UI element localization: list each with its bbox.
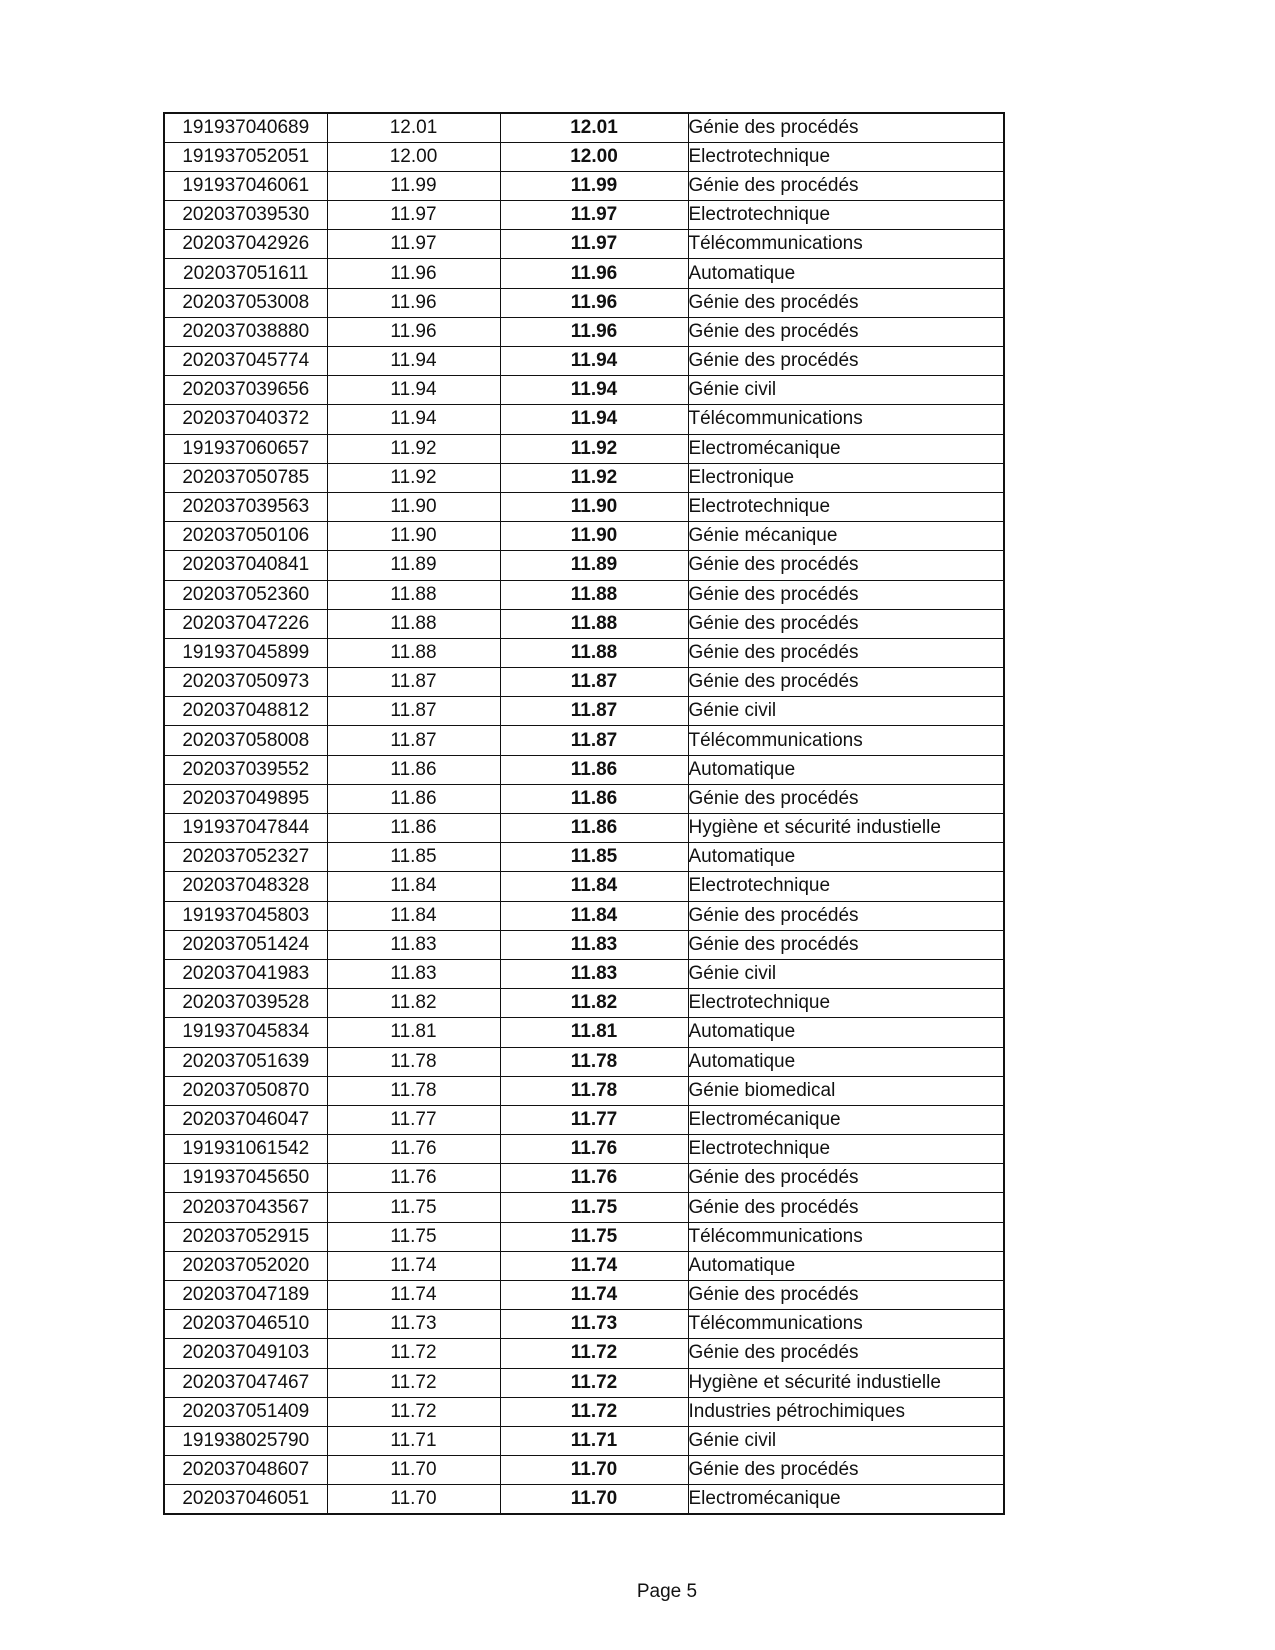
cell-student-id: 202037047226: [164, 609, 327, 638]
page-number: Page 5: [636, 1581, 698, 1602]
cell-student-id: 202037058008: [164, 726, 327, 755]
cell-average: 11.86: [327, 784, 500, 813]
cell-speciality: Génie des procédés: [688, 347, 1004, 376]
table-row: [164, 1135, 1004, 1164]
table-row: [164, 959, 1004, 988]
cell-speciality: Génie des procédés: [688, 1339, 1004, 1368]
cell-average: 11.76: [327, 1135, 500, 1164]
cell-student-id: 202037051611: [164, 259, 327, 288]
cell-speciality: Génie des procédés: [688, 668, 1004, 697]
cell-student-id: 202037052327: [164, 843, 327, 872]
cell-average: 11.75: [327, 1193, 500, 1222]
cell-speciality: Génie des procédés: [688, 1281, 1004, 1310]
cell-average-bold: 11.94: [500, 347, 688, 376]
cell-speciality: Automatique: [688, 259, 1004, 288]
cell-average-bold: 11.92: [500, 434, 688, 463]
cell-average: 11.88: [327, 609, 500, 638]
cell-speciality: Automatique: [688, 1018, 1004, 1047]
cell-average: 11.92: [327, 434, 500, 463]
cell-speciality: Génie mécanique: [688, 522, 1004, 551]
table-row: [164, 1310, 1004, 1339]
cell-student-id: 191937045834: [164, 1018, 327, 1047]
table-row: [164, 463, 1004, 492]
cell-speciality: Hygiène et sécurité industielle: [688, 1368, 1004, 1397]
cell-speciality: Génie des procédés: [688, 901, 1004, 930]
cell-average-bold: 11.82: [500, 989, 688, 1018]
table-row: [164, 1076, 1004, 1105]
cell-student-id: 191938025790: [164, 1426, 327, 1455]
results-table: [163, 112, 1005, 1515]
table-row: [164, 171, 1004, 200]
cell-average: 11.94: [327, 376, 500, 405]
cell-student-id: 202037048328: [164, 872, 327, 901]
cell-speciality: Génie des procédés: [688, 580, 1004, 609]
cell-average: 11.72: [327, 1339, 500, 1368]
cell-student-id: 191937046061: [164, 171, 327, 200]
cell-student-id: 202037050106: [164, 522, 327, 551]
cell-average: 11.94: [327, 405, 500, 434]
table-row: [164, 201, 1004, 230]
cell-student-id: 202037040372: [164, 405, 327, 434]
cell-speciality: Electronique: [688, 463, 1004, 492]
cell-student-id: 202037038880: [164, 317, 327, 346]
cell-average-bold: 11.96: [500, 259, 688, 288]
cell-average-bold: 11.96: [500, 317, 688, 346]
cell-speciality: Electrotechnique: [688, 989, 1004, 1018]
cell-student-id: 202037051424: [164, 930, 327, 959]
table-row: [164, 609, 1004, 638]
cell-speciality: Génie des procédés: [688, 930, 1004, 959]
table-row: [164, 376, 1004, 405]
cell-speciality: Génie biomedical: [688, 1076, 1004, 1105]
cell-average-bold: 11.78: [500, 1076, 688, 1105]
cell-average: 11.75: [327, 1222, 500, 1251]
cell-average-bold: 11.86: [500, 755, 688, 784]
cell-speciality: Génie des procédés: [688, 638, 1004, 667]
cell-speciality: Génie civil: [688, 1426, 1004, 1455]
cell-average: 11.88: [327, 580, 500, 609]
cell-speciality: Hygiène et sécurité industielle: [688, 814, 1004, 843]
cell-speciality: Télécommunications: [688, 405, 1004, 434]
cell-average: 11.94: [327, 347, 500, 376]
cell-student-id: 202037040841: [164, 551, 327, 580]
cell-average: 11.82: [327, 989, 500, 1018]
cell-average: 11.78: [327, 1076, 500, 1105]
cell-speciality: Génie des procédés: [688, 1193, 1004, 1222]
cell-speciality: Electromécanique: [688, 1485, 1004, 1514]
table-row: [164, 1164, 1004, 1193]
cell-speciality: Télécommunications: [688, 1310, 1004, 1339]
cell-average: 11.72: [327, 1368, 500, 1397]
cell-average-bold: 11.90: [500, 492, 688, 521]
table-row: [164, 317, 1004, 346]
cell-average-bold: 11.99: [500, 171, 688, 200]
cell-student-id: 202037049103: [164, 1339, 327, 1368]
cell-average-bold: 11.72: [500, 1397, 688, 1426]
cell-student-id: 202037049895: [164, 784, 327, 813]
cell-average: 11.71: [327, 1426, 500, 1455]
cell-average: 11.78: [327, 1047, 500, 1076]
cell-student-id: 202037039530: [164, 201, 327, 230]
cell-speciality: Génie civil: [688, 376, 1004, 405]
cell-average-bold: 11.87: [500, 697, 688, 726]
cell-average-bold: 11.76: [500, 1135, 688, 1164]
table-row: [164, 697, 1004, 726]
cell-student-id: 202037048607: [164, 1456, 327, 1485]
cell-average-bold: 11.72: [500, 1339, 688, 1368]
cell-average: 11.70: [327, 1485, 500, 1514]
cell-average-bold: 11.77: [500, 1105, 688, 1134]
table-row: [164, 1368, 1004, 1397]
cell-student-id: 202037046510: [164, 1310, 327, 1339]
cell-average-bold: 11.88: [500, 638, 688, 667]
cell-speciality: Génie des procédés: [688, 171, 1004, 200]
cell-speciality: Génie des procédés: [688, 1456, 1004, 1485]
cell-average-bold: 11.70: [500, 1485, 688, 1514]
table-row: [164, 1222, 1004, 1251]
table-row: [164, 113, 1004, 142]
cell-speciality: Industries pétrochimiques: [688, 1397, 1004, 1426]
cell-average-bold: 11.84: [500, 872, 688, 901]
table-row: [164, 726, 1004, 755]
table-row: [164, 1047, 1004, 1076]
cell-speciality: Télécommunications: [688, 726, 1004, 755]
cell-student-id: 202037039563: [164, 492, 327, 521]
table-row: [164, 1485, 1004, 1514]
cell-student-id: 202037041983: [164, 959, 327, 988]
cell-student-id: 202037043567: [164, 1193, 327, 1222]
cell-average: 11.70: [327, 1456, 500, 1485]
cell-average-bold: 11.88: [500, 609, 688, 638]
cell-average-bold: 11.85: [500, 843, 688, 872]
cell-average-bold: 11.97: [500, 230, 688, 259]
cell-student-id: 202037053008: [164, 288, 327, 317]
cell-student-id: 202037050973: [164, 668, 327, 697]
cell-average: 12.01: [327, 113, 500, 142]
cell-speciality: Electrotechnique: [688, 492, 1004, 521]
table-row: [164, 638, 1004, 667]
table-row: [164, 1397, 1004, 1426]
cell-average-bold: 11.94: [500, 376, 688, 405]
cell-student-id: 202037048812: [164, 697, 327, 726]
cell-average-bold: 11.75: [500, 1222, 688, 1251]
cell-average-bold: 11.87: [500, 668, 688, 697]
cell-speciality: Génie des procédés: [688, 551, 1004, 580]
cell-speciality: Electrotechnique: [688, 1135, 1004, 1164]
cell-average: 11.97: [327, 201, 500, 230]
cell-average: 11.90: [327, 492, 500, 521]
table-row: [164, 1456, 1004, 1485]
cell-average: 11.88: [327, 638, 500, 667]
cell-average: 11.87: [327, 668, 500, 697]
table-row: [164, 1426, 1004, 1455]
table-row: [164, 1105, 1004, 1134]
table-row: [164, 989, 1004, 1018]
cell-average-bold: 11.90: [500, 522, 688, 551]
cell-student-id: 202037039656: [164, 376, 327, 405]
cell-student-id: 202037039552: [164, 755, 327, 784]
cell-average: 11.97: [327, 230, 500, 259]
table-row: [164, 434, 1004, 463]
cell-average: 11.85: [327, 843, 500, 872]
cell-speciality: Génie civil: [688, 959, 1004, 988]
table-row: [164, 755, 1004, 784]
cell-speciality: Génie des procédés: [688, 784, 1004, 813]
cell-student-id: 202037047467: [164, 1368, 327, 1397]
cell-student-id: 191937045650: [164, 1164, 327, 1193]
cell-average-bold: 11.94: [500, 405, 688, 434]
cell-average: 11.90: [327, 522, 500, 551]
table-row: [164, 872, 1004, 901]
table-row: [164, 1281, 1004, 1310]
cell-student-id: 191937052051: [164, 142, 327, 171]
cell-speciality: Automatique: [688, 1047, 1004, 1076]
cell-average-bold: 11.73: [500, 1310, 688, 1339]
cell-student-id: 191937060657: [164, 434, 327, 463]
table-row: [164, 259, 1004, 288]
table-row: [164, 784, 1004, 813]
cell-student-id: 202037050870: [164, 1076, 327, 1105]
cell-speciality: Automatique: [688, 843, 1004, 872]
cell-student-id: 202037052915: [164, 1222, 327, 1251]
table-row: [164, 405, 1004, 434]
cell-average-bold: 11.83: [500, 959, 688, 988]
cell-average-bold: 11.70: [500, 1456, 688, 1485]
cell-speciality: Génie des procédés: [688, 609, 1004, 638]
cell-student-id: 202037046047: [164, 1105, 327, 1134]
cell-speciality: Génie des procédés: [688, 288, 1004, 317]
cell-speciality: Electrotechnique: [688, 872, 1004, 901]
cell-average: 11.77: [327, 1105, 500, 1134]
cell-average-bold: 11.88: [500, 580, 688, 609]
table-row: [164, 843, 1004, 872]
cell-average-bold: 11.72: [500, 1368, 688, 1397]
cell-average-bold: 11.75: [500, 1193, 688, 1222]
cell-average-bold: 11.89: [500, 551, 688, 580]
cell-average: 11.89: [327, 551, 500, 580]
cell-average-bold: 11.96: [500, 288, 688, 317]
cell-average: 11.73: [327, 1310, 500, 1339]
cell-average-bold: 11.86: [500, 784, 688, 813]
table-row: [164, 580, 1004, 609]
cell-average-bold: 11.86: [500, 814, 688, 843]
cell-speciality: Electrotechnique: [688, 142, 1004, 171]
cell-average: 11.96: [327, 259, 500, 288]
cell-average-bold: 11.92: [500, 463, 688, 492]
table-row: [164, 668, 1004, 697]
cell-average: 11.96: [327, 288, 500, 317]
cell-speciality: Génie des procédés: [688, 113, 1004, 142]
cell-average: 11.87: [327, 697, 500, 726]
cell-average-bold: 11.83: [500, 930, 688, 959]
cell-average-bold: 11.87: [500, 726, 688, 755]
table-row: [164, 1018, 1004, 1047]
cell-student-id: 202037051409: [164, 1397, 327, 1426]
table-row: [164, 492, 1004, 521]
cell-speciality: Génie des procédés: [688, 1164, 1004, 1193]
table-row: [164, 142, 1004, 171]
cell-average-bold: 11.81: [500, 1018, 688, 1047]
cell-average: 11.74: [327, 1251, 500, 1280]
cell-average: 11.83: [327, 930, 500, 959]
table-row: [164, 551, 1004, 580]
cell-student-id: 202037052020: [164, 1251, 327, 1280]
cell-student-id: 191937047844: [164, 814, 327, 843]
cell-average-bold: 12.00: [500, 142, 688, 171]
cell-speciality: Génie des procédés: [688, 317, 1004, 346]
cell-student-id: 202037046051: [164, 1485, 327, 1514]
cell-speciality: Electromécanique: [688, 1105, 1004, 1134]
cell-average: 11.76: [327, 1164, 500, 1193]
cell-student-id: 191937040689: [164, 113, 327, 142]
cell-speciality: Electromécanique: [688, 434, 1004, 463]
cell-speciality: Automatique: [688, 755, 1004, 784]
cell-average: 11.74: [327, 1281, 500, 1310]
cell-student-id: 191937045899: [164, 638, 327, 667]
cell-average: 11.72: [327, 1397, 500, 1426]
cell-average-bold: 11.84: [500, 901, 688, 930]
cell-speciality: Télécommunications: [688, 1222, 1004, 1251]
cell-average: 11.84: [327, 872, 500, 901]
results-table-body: [164, 113, 1004, 1514]
cell-student-id: 202037045774: [164, 347, 327, 376]
cell-speciality: Télécommunications: [688, 230, 1004, 259]
cell-average: 11.92: [327, 463, 500, 492]
cell-student-id: 202037051639: [164, 1047, 327, 1076]
cell-speciality: Electrotechnique: [688, 201, 1004, 230]
cell-average: 12.00: [327, 142, 500, 171]
cell-average: 11.87: [327, 726, 500, 755]
table-row: [164, 1193, 1004, 1222]
cell-average-bold: 11.74: [500, 1251, 688, 1280]
table-row: [164, 347, 1004, 376]
cell-average: 11.84: [327, 901, 500, 930]
cell-speciality: Automatique: [688, 1251, 1004, 1280]
cell-average-bold: 11.74: [500, 1281, 688, 1310]
table-row: [164, 1339, 1004, 1368]
cell-student-id: 202037047189: [164, 1281, 327, 1310]
cell-average: 11.86: [327, 814, 500, 843]
cell-student-id: 202037039528: [164, 989, 327, 1018]
cell-average: 11.99: [327, 171, 500, 200]
table-row: [164, 930, 1004, 959]
cell-student-id: 202037042926: [164, 230, 327, 259]
cell-average-bold: 11.71: [500, 1426, 688, 1455]
table-row: [164, 901, 1004, 930]
cell-average: 11.83: [327, 959, 500, 988]
table-row: [164, 288, 1004, 317]
table-row: [164, 230, 1004, 259]
cell-student-id: 202037050785: [164, 463, 327, 492]
cell-average-bold: 11.78: [500, 1047, 688, 1076]
table-row: [164, 814, 1004, 843]
cell-average: 11.96: [327, 317, 500, 346]
cell-speciality: Génie civil: [688, 697, 1004, 726]
table-row: [164, 522, 1004, 551]
cell-average-bold: 12.01: [500, 113, 688, 142]
cell-average: 11.86: [327, 755, 500, 784]
cell-average: 11.81: [327, 1018, 500, 1047]
cell-student-id: 191931061542: [164, 1135, 327, 1164]
cell-student-id: 191937045803: [164, 901, 327, 930]
cell-average-bold: 11.97: [500, 201, 688, 230]
cell-average-bold: 11.76: [500, 1164, 688, 1193]
cell-student-id: 202037052360: [164, 580, 327, 609]
table-row: [164, 1251, 1004, 1280]
